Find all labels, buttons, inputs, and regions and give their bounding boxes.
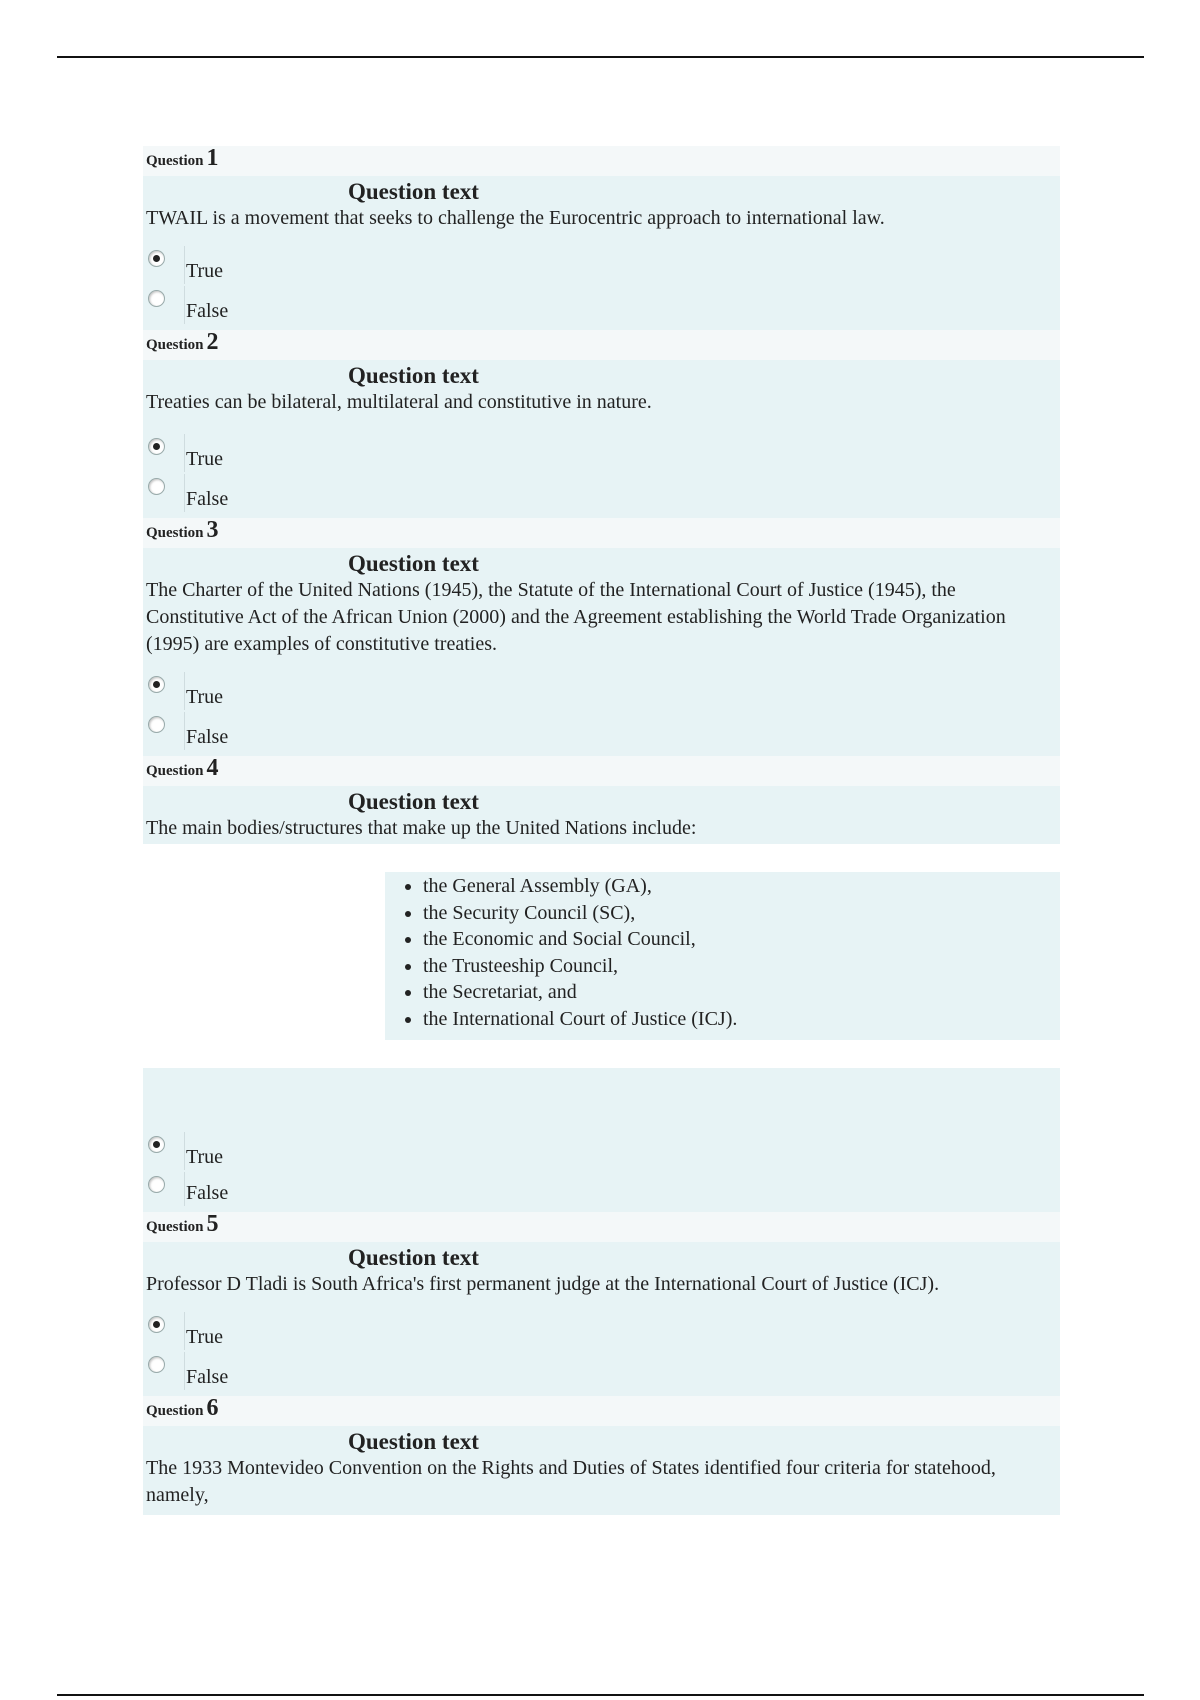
question-header	[143, 518, 1060, 548]
answer-label[interactable]: False	[186, 1366, 229, 1388]
answer-option-false[interactable]	[143, 1172, 1060, 1208]
question-text-heading: Question text	[348, 1245, 479, 1270]
radio-checked-icon[interactable]	[148, 1136, 165, 1153]
answer-options	[143, 1068, 1060, 1212]
question-text-heading: Question text	[348, 363, 479, 388]
question-header	[143, 330, 1060, 360]
question-text: Professor D Tladi is South Africa's first permanent judge at the International Court of Justice (ICJ).	[146, 1273, 940, 1295]
radio-checked-icon[interactable]	[148, 1316, 165, 1333]
answer-option-false[interactable]	[143, 712, 1060, 752]
question-body	[143, 786, 1060, 844]
radio-unchecked-icon[interactable]	[148, 716, 165, 733]
answer-options	[143, 658, 1060, 756]
answer-option-true[interactable]	[143, 246, 1060, 286]
quiz-content	[143, 146, 1060, 1515]
question-text-heading: Question text	[348, 551, 479, 576]
question-body	[143, 1068, 1060, 1212]
question-number: 5	[206, 1211, 219, 1237]
answer-options	[143, 416, 1060, 518]
question-body	[143, 176, 1060, 330]
radio-unchecked-icon[interactable]	[148, 1356, 165, 1373]
answer-label[interactable]: True	[186, 686, 224, 708]
answer-options	[143, 1298, 1060, 1396]
question-number: 2	[206, 329, 219, 355]
radio-unchecked-icon[interactable]	[148, 290, 165, 307]
answer-option-false[interactable]	[143, 474, 1060, 514]
radio-checked-icon[interactable]	[148, 676, 165, 693]
answer-label[interactable]: True	[186, 1326, 224, 1348]
question-label: Question	[146, 763, 204, 779]
radio-checked-icon[interactable]	[148, 438, 165, 455]
question-header	[143, 1212, 1060, 1242]
answer-label[interactable]: True	[186, 1146, 224, 1168]
un-bodies-list	[385, 872, 1060, 1040]
radio-checked-icon[interactable]	[148, 250, 165, 267]
question-number: 1	[206, 145, 219, 171]
answer-label[interactable]: True	[186, 448, 224, 470]
answer-label[interactable]: False	[186, 300, 229, 322]
question-text-heading: Question text	[348, 789, 479, 814]
list-item: • the Secretariat, and	[423, 979, 1060, 1006]
question-label: Question	[146, 337, 204, 353]
question-text: The Charter of the United Nations (1945), the Statute of the International Court of Justice (1945), the Constitutive Act of the African Union (2000) and the Agreement establishing the World Trade Organization (1995) are examples of constitutive treaties.	[146, 579, 1006, 655]
top-rule	[57, 56, 1144, 58]
list-item: • the Economic and Social Council,	[423, 926, 1060, 953]
answer-option-true[interactable]	[143, 434, 1060, 474]
list-item: • the Security Council (SC),	[423, 900, 1060, 927]
question-text: The main bodies/structures that make up the United Nations include:	[146, 817, 697, 839]
answer-option-true[interactable]	[143, 1312, 1060, 1352]
radio-unchecked-icon[interactable]	[148, 1176, 165, 1193]
question-label: Question	[146, 1403, 204, 1419]
question-label: Question	[146, 1219, 204, 1235]
question-text: The 1933 Montevideo Convention on the Rights and Duties of States identified four criteria for statehood, namely,	[146, 1457, 996, 1506]
list-item: • the International Court of Justice (ICJ).	[423, 1006, 1060, 1033]
answer-option-false[interactable]	[143, 286, 1060, 326]
question-body	[143, 360, 1060, 518]
answer-option-true[interactable]	[143, 672, 1060, 712]
question-text: TWAIL is a movement that seeks to challenge the Eurocentric approach to international law.	[146, 207, 885, 229]
answer-option-true[interactable]	[143, 1132, 1060, 1172]
bottom-rule	[57, 1694, 1144, 1696]
question-label: Question	[146, 153, 204, 169]
question-header	[143, 756, 1060, 786]
question-text-heading: Question text	[348, 1429, 479, 1454]
answer-label[interactable]: True	[186, 260, 224, 282]
question-header	[143, 146, 1060, 176]
question-label: Question	[146, 525, 204, 541]
question-header	[143, 1396, 1060, 1426]
list-item: • the General Assembly (GA),	[423, 873, 1060, 900]
question-number: 6	[206, 1395, 219, 1421]
answer-label[interactable]: False	[186, 488, 229, 510]
question-body	[143, 548, 1060, 756]
answer-label[interactable]: False	[186, 1182, 229, 1204]
question-text-heading: Question text	[348, 179, 479, 204]
question-body	[143, 1426, 1060, 1515]
question-body	[143, 1242, 1060, 1396]
question-number: 3	[206, 517, 219, 543]
radio-unchecked-icon[interactable]	[148, 478, 165, 495]
answer-label[interactable]: False	[186, 726, 229, 748]
question-number: 4	[206, 755, 219, 781]
answer-option-false[interactable]	[143, 1352, 1060, 1392]
list-item: • the Trusteeship Council,	[423, 953, 1060, 980]
answer-options	[143, 232, 1060, 330]
question-text: Treaties can be bilateral, multilateral and constitutive in nature.	[146, 391, 652, 413]
